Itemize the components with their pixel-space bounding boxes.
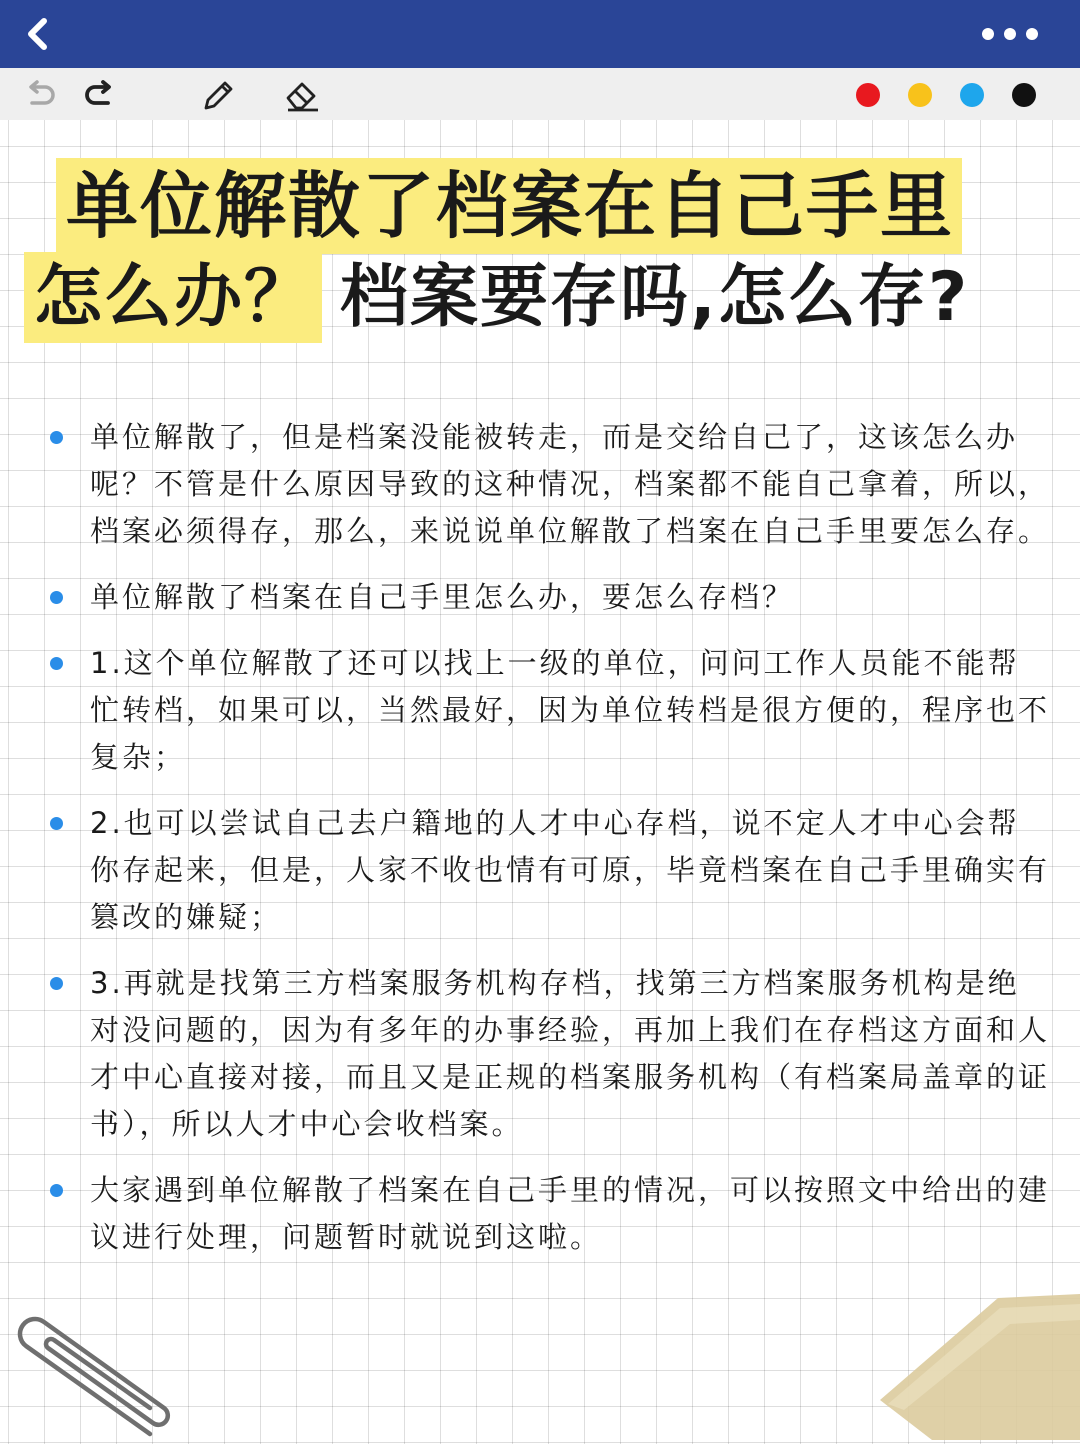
list-item bbox=[46, 414, 1050, 555]
list-item-text: 1.这个单位解散了还可以找上一级的单位，问问工作人员能不能帮忙转档，如果可以，当然最好，因为单位转档是很方便的，程序也不复杂； bbox=[90, 646, 1051, 774]
list-item bbox=[46, 1167, 1050, 1261]
bullet-dot bbox=[50, 1184, 63, 1197]
list-item bbox=[46, 640, 1050, 781]
paperclip-icon bbox=[0, 1302, 180, 1440]
list-item-text: 3.再就是找第三方档案服务机构存档，找第三方档案服务机构是绝对没问题的，因为有多年的办事经验，再加上我们在存档这方面和人才中心直接对接，而且又是正规的档案服务机构（有档案局盖章的证书），所以人才中心会收档案。 bbox=[90, 966, 1051, 1141]
color-yellow-swatch[interactable] bbox=[908, 83, 932, 107]
list-item bbox=[46, 574, 1050, 621]
pencil-icon[interactable] bbox=[200, 78, 234, 112]
bullet-dot bbox=[50, 977, 63, 990]
title-line-2-rest: 档案要存吗,怎么存? bbox=[340, 258, 970, 337]
bullet-dot bbox=[50, 657, 63, 670]
title-highlight-1: 单位解散了档案在自己手里 bbox=[56, 158, 962, 254]
chevron-left-icon[interactable] bbox=[22, 16, 58, 52]
more-horizontal-icon[interactable] bbox=[982, 28, 1038, 40]
undo-icon[interactable] bbox=[24, 78, 58, 112]
tape-icon bbox=[880, 1290, 1080, 1440]
list-item-text: 2.也可以尝试自己去户籍地的人才中心存档，说不定人才中心会帮你存起来，但是，人家不收也情有可原，毕竟档案在自己手里确实有篡改的嫌疑； bbox=[90, 806, 1051, 934]
color-blue-swatch[interactable] bbox=[960, 83, 984, 107]
bullet-dot bbox=[50, 817, 63, 830]
color-red-swatch[interactable] bbox=[856, 83, 880, 107]
bullet-dot bbox=[50, 591, 63, 604]
bullet-dot bbox=[50, 431, 63, 444]
list-item bbox=[46, 800, 1050, 941]
title-highlight-2: 怎么办？ bbox=[24, 252, 322, 343]
article-list bbox=[46, 414, 1050, 1280]
list-item-text: 单位解散了档案在自己手里怎么办，要怎么存档？ bbox=[90, 580, 795, 614]
title-line-2 bbox=[24, 258, 970, 337]
top-bar bbox=[0, 0, 1080, 68]
title-line-1 bbox=[56, 164, 962, 248]
redo-icon[interactable] bbox=[82, 78, 116, 112]
list-item-text: 大家遇到单位解散了档案在自己手里的情况，可以按照文中给出的建议进行处理，问题暂时就说到这啦。 bbox=[90, 1173, 1051, 1254]
color-black-swatch[interactable] bbox=[1012, 83, 1036, 107]
list-item-text: 单位解散了，但是档案没能被转走，而是交给自己了，这该怎么办呢？不管是什么原因导致的这种情况，档案都不能自己拿着，所以，档案必须得存，那么，来说说单位解散了档案在自己手里要怎么存。 bbox=[90, 420, 1051, 548]
eraser-icon[interactable] bbox=[284, 78, 318, 112]
list-item bbox=[46, 960, 1050, 1148]
